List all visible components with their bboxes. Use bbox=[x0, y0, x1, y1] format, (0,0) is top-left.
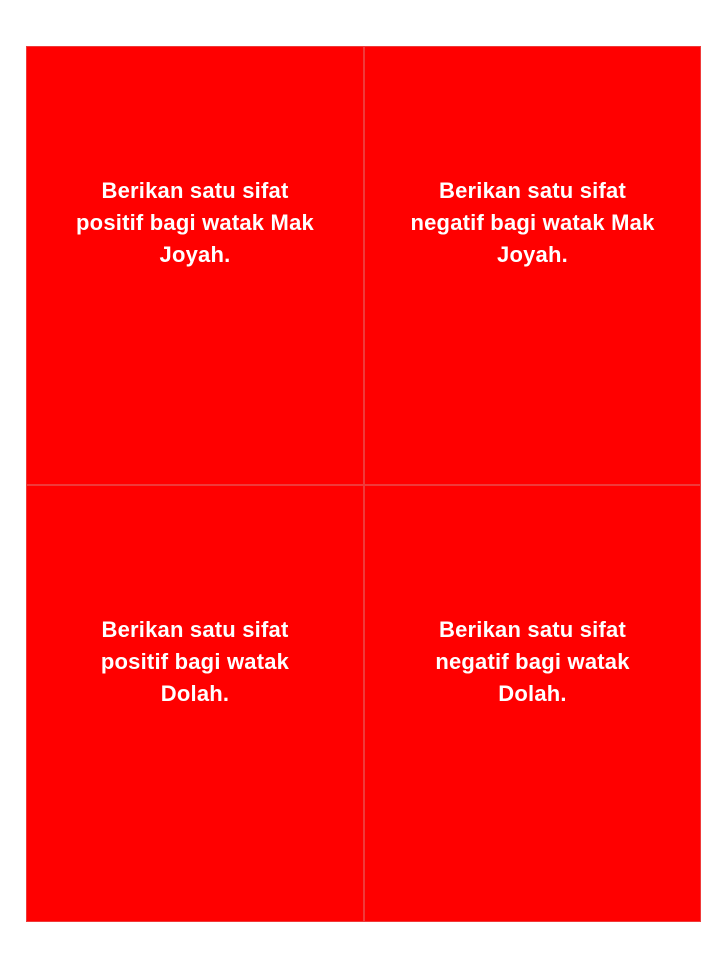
card-question: Berikan satu sifat negatif bagi watak Dolah. bbox=[435, 617, 630, 706]
card-question: Berikan satu sifat positif bagi watak Dolah. bbox=[100, 617, 290, 706]
card-question: Berikan satu sifat positif bagi watak Mak Joyah. bbox=[76, 178, 314, 267]
card-grid bbox=[26, 46, 701, 922]
card-positive-mak-joyah bbox=[26, 46, 364, 485]
card-positive-dolah bbox=[26, 485, 364, 922]
card-question: Berikan satu sifat negatif bagi watak Mak Joyah. bbox=[410, 178, 655, 267]
card-negative-mak-joyah bbox=[364, 46, 701, 485]
card-negative-dolah bbox=[364, 485, 701, 922]
